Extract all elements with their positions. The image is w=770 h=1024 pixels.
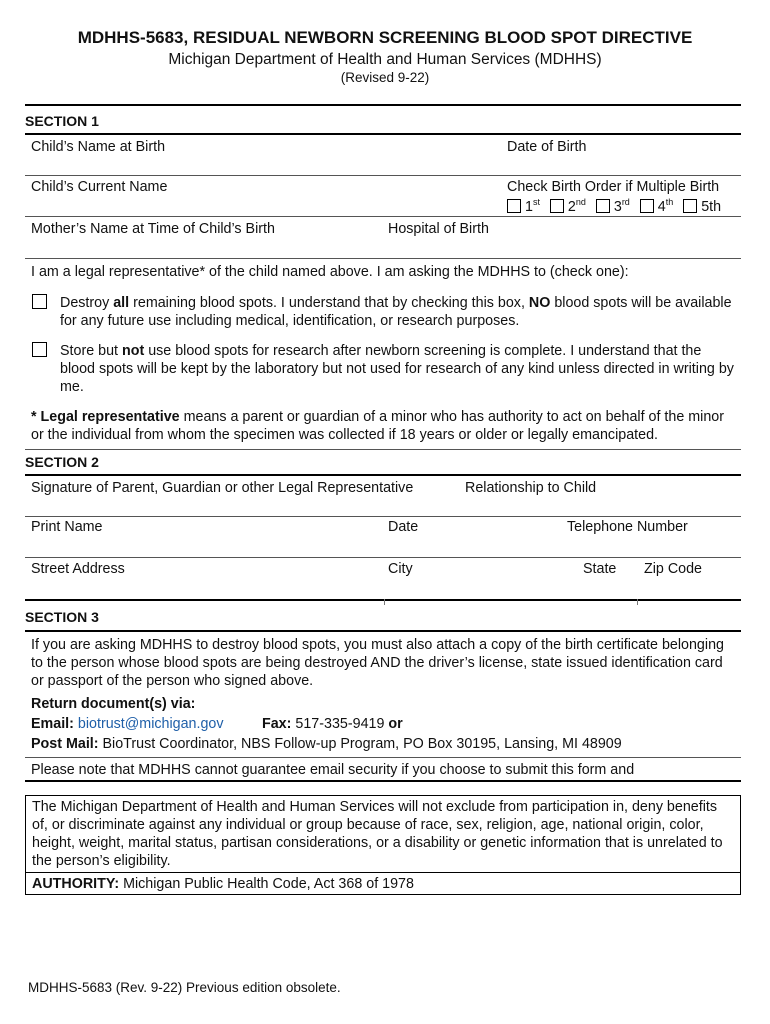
field-tick xyxy=(637,599,638,605)
destroy-checkbox[interactable] xyxy=(32,294,47,309)
city-label: City xyxy=(388,561,413,577)
field-line xyxy=(25,175,741,176)
authority-line: AUTHORITY: Michigan Public Health Code, Act 368 of 1978 xyxy=(32,876,414,892)
divider xyxy=(25,599,741,601)
checkbox[interactable] xyxy=(640,199,654,213)
section1-heading: SECTION 1 xyxy=(25,113,99,129)
divider xyxy=(25,872,741,873)
birth-order-label: Check Birth Order if Multiple Birth xyxy=(507,179,720,195)
divider xyxy=(25,133,741,135)
birth-order-options xyxy=(507,197,721,215)
print-name-label: Print Name xyxy=(31,519,103,535)
checkbox[interactable] xyxy=(507,199,521,213)
divider xyxy=(25,474,741,476)
form-title: MDHHS-5683, RESIDUAL NEWBORN SCREENING BLOOD SPOT DIRECTIVE xyxy=(77,28,693,47)
divider xyxy=(25,757,741,758)
footer-text: MDHHS-5683 (Rev. 9-22) Previous edition obsolete. xyxy=(28,980,341,995)
signature-label: Signature of Parent, Guardian or other Legal Representative xyxy=(31,480,414,496)
hospital-label: Hospital of Birth xyxy=(388,221,489,237)
current-name-label: Child’s Current Name xyxy=(31,179,168,195)
birth-order-2[interactable]: 2nd xyxy=(550,199,586,215)
field-line xyxy=(25,557,741,558)
store-option-text: Store but not use blood spots for research after newborn screening is complete. I understand that the blood spots will be kept by the laboratory but not used for research of any kind unless directed in writing by me. xyxy=(60,343,734,395)
checkbox[interactable] xyxy=(683,199,697,213)
birth-order-5[interactable]: 5th xyxy=(683,199,721,215)
divider xyxy=(25,780,741,782)
relationship-label: Relationship to Child xyxy=(465,480,597,496)
email-line: Email: biotrust@michigan.gov xyxy=(31,716,224,732)
mother-name-label: Mother’s Name at Time of Child’s Birth xyxy=(31,221,275,237)
divider xyxy=(25,104,741,106)
fax-line: Fax: 517-335-9419 or xyxy=(262,716,403,732)
return-heading: Return document(s) via: xyxy=(31,696,196,712)
telephone-label: Telephone Number xyxy=(567,519,688,535)
representative-statement: I am a legal representative* of the child named above. I am asking the MDHHS to (check one): xyxy=(31,264,629,280)
zip-code-label: Zip Code xyxy=(644,561,703,577)
child-name-label: Child’s Name at Birth xyxy=(31,139,166,155)
email-security-note: Please note that MDHHS cannot guarantee email security if you choose to submit this form and xyxy=(31,762,635,778)
street-address-label: Street Address xyxy=(31,561,125,577)
birth-order-3[interactable]: 3rd xyxy=(596,199,630,215)
field-line xyxy=(25,258,741,259)
destroy-option-text: Destroy all remaining blood spots. I understand that by checking this box, NO blood spots will be available for any future use including medical, identification, or research purposes. xyxy=(60,295,732,329)
section3-heading: SECTION 3 xyxy=(25,609,99,625)
post-mail-line: Post Mail: BioTrust Coordinator, NBS Follow-up Program, PO Box 30195, Lansing, MI 48909 xyxy=(31,736,622,752)
form-subtitle: Michigan Department of Health and Human Services (MDHHS) xyxy=(168,51,602,68)
checkbox[interactable] xyxy=(550,199,564,213)
birth-order-1[interactable]: 1st xyxy=(507,199,540,215)
section2-heading: SECTION 2 xyxy=(25,454,99,470)
field-line xyxy=(25,216,741,217)
birth-order-4[interactable]: 4th xyxy=(640,199,673,215)
field-line xyxy=(25,516,741,517)
dob-label: Date of Birth xyxy=(507,139,587,155)
date-label: Date xyxy=(388,519,419,535)
state-label: State xyxy=(583,561,617,577)
divider xyxy=(25,630,741,632)
field-tick xyxy=(384,599,385,605)
email-link[interactable]: biotrust@michigan.gov xyxy=(77,716,224,732)
checkbox[interactable] xyxy=(596,199,610,213)
instructions-text: If you are asking MDHHS to destroy blood spots, you must also attach a copy of the birth certificate belonging to the person whose blood spots are being destroyed AND the driver’s license, state issued identification card or passport of the person who signed above. xyxy=(31,637,724,689)
legal-representative-definition: * Legal representative means a parent or guardian of a minor who has authority to act on behalf of the minor or the individual from whom the specimen was collected if 18 years or older or legally emancipated. xyxy=(31,409,725,443)
divider xyxy=(25,449,741,450)
revision-date: (Revised 9-22) xyxy=(340,70,430,85)
store-checkbox[interactable] xyxy=(32,342,47,357)
nondiscrimination-text: The Michigan Department of Health and Human Services will not exclude from participation in, deny benefits of, or discriminate against any individual or group because of race, sex, religion, age, national origin, color, height, weight, marital status, partisan considerations, or a disability or genetic information that is unrelated to the person’s eligibility. xyxy=(32,799,723,869)
